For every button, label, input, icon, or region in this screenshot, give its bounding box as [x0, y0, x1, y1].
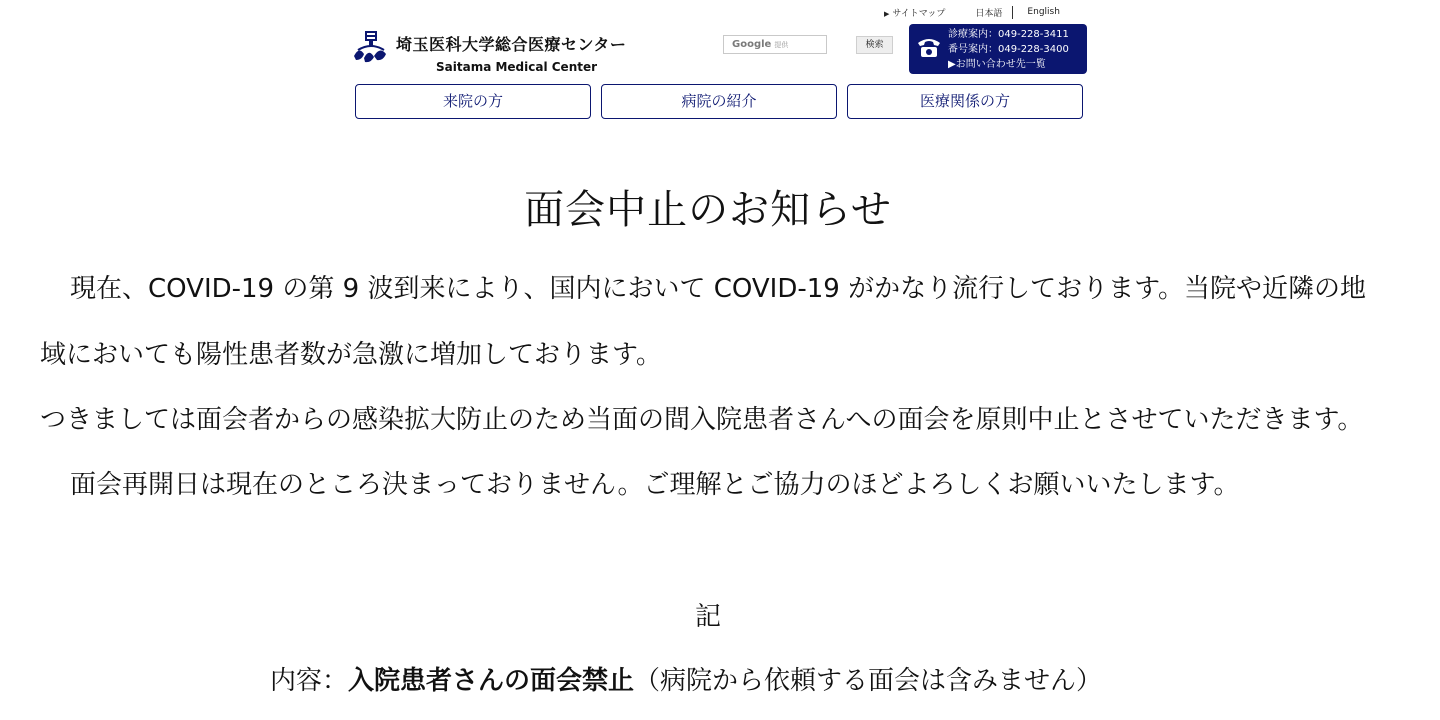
content-label: 内容： — [270, 666, 349, 696]
google-suffix: 提供 — [774, 41, 789, 49]
search-input[interactable] — [723, 35, 827, 54]
content-value: 入院患者さんの面会禁止 — [348, 666, 635, 696]
logo-title: 埼玉医科大学総合医療センター — [396, 35, 627, 54]
search-button[interactable]: 検索 — [856, 36, 893, 54]
paragraph-1-line-2: 域においても陽性患者数が急激に増加しております。 — [40, 340, 662, 370]
nav-about-button[interactable]: 病院の紹介 — [601, 84, 837, 119]
paragraph-1-line-1: 現在、COVID-19 の第 9 波到来により、国内において COVID-19 がかなり流行しております。当院や近隣の地 — [70, 274, 1366, 304]
content-line — [270, 660, 1102, 697]
logo-subtitle: Saitama Medical Center — [436, 60, 598, 74]
paragraph-2: つきましては面会者からの感染拡大防止のため当面の間入院患者さんへの面会を原則中止とさせていただきます。 — [40, 405, 1364, 435]
english-link[interactable]: English — [1027, 7, 1060, 17]
main-nav — [355, 84, 1083, 119]
contact-box — [909, 24, 1087, 74]
japanese-link[interactable]: 日本語 — [975, 6, 1013, 19]
content-note: （病院から依頼する面会は含みません） — [634, 666, 1103, 696]
telephone-icon — [916, 35, 942, 59]
site-header — [0, 0, 1440, 125]
nav-visitors-button[interactable]: 来院の方 — [355, 84, 591, 119]
sitemap-link[interactable]: ▶ サイトマップ — [884, 6, 945, 19]
google-logo: Google — [732, 39, 772, 50]
hospital-emblem-icon — [352, 30, 390, 64]
nav-medical-professionals-button[interactable]: 医療関係の方 — [847, 84, 1083, 119]
top-links — [884, 4, 1060, 20]
paragraph-3: 面会再開日は現在のところ決まっておりません。ご理解とご協力のほどよろしくお願いいたします。 — [70, 470, 1240, 500]
contact-line-number: 番号案内：049-228-3400 — [948, 44, 1069, 55]
site-logo[interactable] — [352, 28, 642, 78]
notice-ki-heading: 記 — [694, 602, 721, 632]
contact-line-clinic: 診療案内：049-228-3411 — [948, 29, 1069, 40]
contact-list-link[interactable]: ▶お問い合わせ先一覧 — [948, 59, 1046, 70]
page-title: 面会中止のお知らせ — [524, 187, 892, 233]
